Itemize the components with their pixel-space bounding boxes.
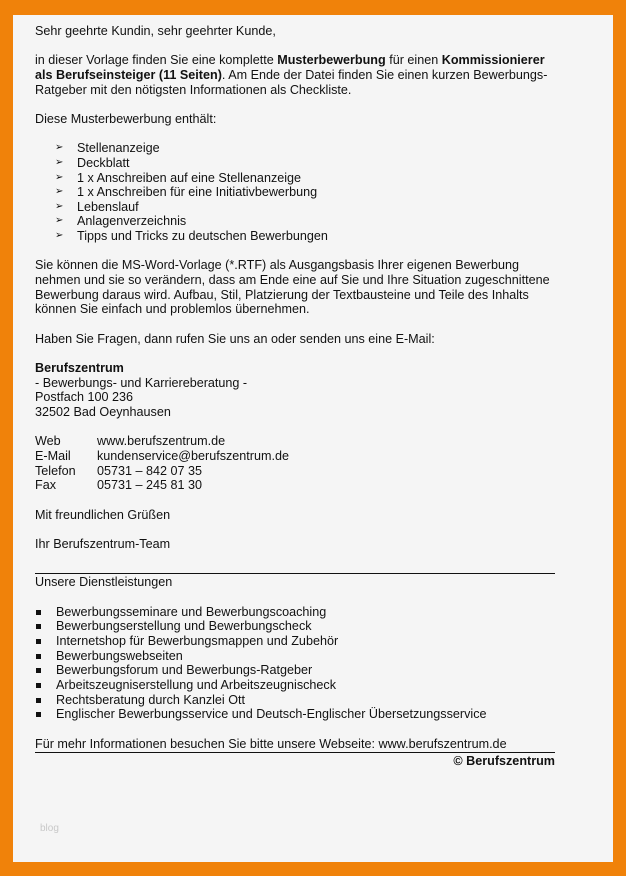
square-bullet-icon	[36, 683, 41, 688]
city: 32502 Bad Oeynhausen	[35, 404, 171, 419]
square-bullet-icon	[36, 610, 41, 615]
list-item	[35, 619, 555, 634]
more-info-text: Für mehr Informationen besuchen Sie bitte unsere Webseite: www.berufszentrum.de	[35, 736, 507, 751]
square-bullet-icon	[36, 624, 41, 629]
list-item	[35, 171, 555, 186]
usage-paragraph: Sie können die MS-Word-Vorlage (*.RTF) als Ausgangsbasis Ihrer eigenen Bewerbung nehmen und sie so verändern, dass am Ende eine auf Sie und Ihre Situation zugeschnittene Bewerbung daraus wird. Aufbau, Stil, Platzierung der Textbausteine und Teile des Inhalts können Sie einfach und problemlos übernehmen.	[35, 258, 550, 317]
list-item	[35, 663, 555, 678]
contact-value: 05731 – 842 07 35	[97, 463, 203, 478]
list-item-label: Bewerbungserstellung und Bewerbungscheck	[56, 619, 312, 634]
arrow-bullet-icon: ➢	[55, 142, 64, 154]
list-item	[35, 214, 555, 229]
arrow-bullet-icon: ➢	[55, 156, 64, 168]
square-bullet-icon	[36, 668, 41, 673]
square-bullet-icon	[36, 712, 41, 717]
list-item-label: Lebenslauf	[77, 199, 139, 214]
contact-value: 05731 – 245 81 30	[97, 478, 203, 493]
greeting: Sehr geehrte Kundin, sehr geehrter Kunde,	[35, 24, 276, 38]
intro-bold: Musterbewerbung	[277, 53, 386, 68]
contact-web	[35, 434, 555, 449]
list-item	[35, 185, 555, 200]
contact-label: Fax	[35, 478, 56, 493]
list-item	[35, 200, 555, 215]
square-bullet-icon	[36, 639, 41, 644]
contact-label: E-Mail	[35, 448, 71, 463]
square-bullet-icon	[36, 698, 41, 703]
contact-value[interactable]: www.berufszentrum.de	[97, 434, 226, 449]
list-item-label: Rechtsberatung durch Kanzlei Ott	[56, 692, 246, 707]
closing: Mit freundlichen Grüßen	[35, 507, 171, 522]
list-item-label: Anlagenverzeichnis	[77, 214, 187, 229]
list-item-label: 1 x Anschreiben auf eine Stellenanzeige	[77, 170, 302, 185]
list-item	[35, 156, 555, 171]
list-item-label: Englischer Bewerbungsservice und Deutsch-Englischer Übersetzungsservice	[56, 707, 487, 722]
list-item-label: 1 x Anschreiben für eine Initiativbewerbung	[77, 185, 318, 200]
list-item	[35, 634, 555, 649]
list-item-label: Tipps und Tricks zu deutschen Bewerbungen	[77, 229, 328, 244]
questions-text: Haben Sie Fragen, dann rufen Sie uns an oder senden uns eine E-Mail:	[35, 331, 435, 346]
list-item	[35, 678, 555, 693]
list-item-label: Stellenanzeige	[77, 141, 160, 156]
contents-heading: Diese Musterbewerbung enthält:	[35, 111, 217, 126]
intro-paragraph	[35, 53, 555, 97]
intro-text: für einen	[385, 53, 442, 68]
list-item	[35, 229, 555, 244]
contact-phone	[35, 464, 555, 479]
contact-label: Telefon	[35, 463, 76, 478]
list-item-label: Arbeitszeugniserstellung und Arbeitszeugnischeck	[56, 678, 337, 693]
arrow-bullet-icon: ➢	[55, 200, 64, 212]
intro-text: in dieser Vorlage finden Sie eine komplette	[35, 53, 278, 68]
arrow-bullet-icon: ➢	[55, 215, 64, 227]
watermark: blog	[40, 823, 59, 834]
arrow-bullet-icon: ➢	[55, 186, 64, 198]
list-item	[35, 605, 555, 620]
square-bullet-icon	[36, 654, 41, 659]
intro-text: . Am Ende der Datei finden Sie einen kurzen Bewerbungs-Ratgeber mit den nötigsten Informationen als Checkliste.	[35, 67, 548, 97]
list-item	[35, 707, 555, 722]
list-item	[35, 649, 555, 664]
contact-block	[35, 434, 555, 493]
contact-value[interactable]: kundenservice@berufszentrum.de	[97, 448, 289, 463]
letter-content	[35, 24, 555, 769]
contents-list	[35, 141, 555, 244]
address-block	[35, 361, 555, 420]
footer-divider	[35, 752, 555, 753]
arrow-bullet-icon: ➢	[55, 171, 64, 183]
list-item-label: Bewerbungswebseiten	[56, 648, 183, 663]
contact-label: Web	[35, 434, 61, 449]
list-item-label: Internetshop für Bewerbungsmappen und Zubehör	[56, 634, 339, 649]
signature: Ihr Berufszentrum-Team	[35, 536, 171, 551]
services-heading: Unsere Dienstleistungen	[35, 575, 173, 590]
list-item	[35, 141, 555, 156]
contact-fax	[35, 478, 555, 493]
services-list	[35, 605, 555, 722]
intro-bold: Kommissionierer als Berufseinsteiger (11 Seiten)	[35, 53, 545, 82]
list-item-label: Bewerbungsforum und Bewerbungs-Ratgeber	[56, 663, 313, 678]
arrow-bullet-icon: ➢	[55, 230, 64, 242]
divider	[35, 573, 555, 574]
list-item-label: Bewerbungsseminare und Bewerbungscoaching	[56, 604, 327, 619]
company-subtitle: - Bewerbungs- und Karriereberatung -	[35, 375, 248, 390]
list-item-label: Deckblatt	[77, 155, 130, 170]
company-name: Berufszentrum	[35, 361, 124, 375]
list-item	[35, 693, 555, 708]
po-box: Postfach 100 236	[35, 390, 134, 405]
document-page	[13, 15, 613, 862]
contact-email	[35, 449, 555, 464]
copyright: © Berufszentrum	[453, 754, 555, 769]
